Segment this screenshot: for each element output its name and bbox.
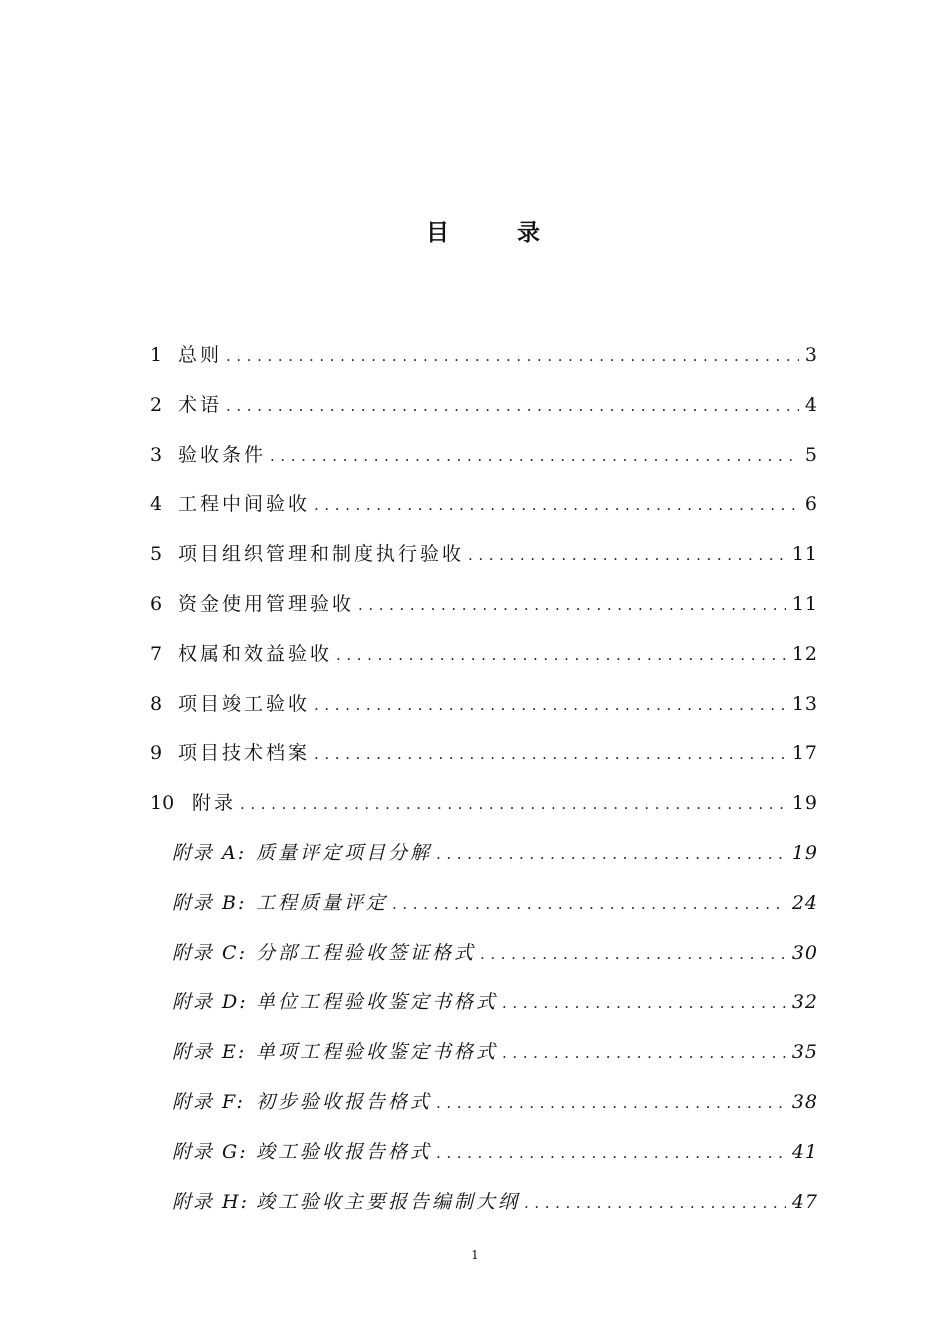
appendix-code: 附录 E: — [172, 1041, 247, 1064]
appendix-label: 竣工验收报告格式 — [256, 1140, 433, 1163]
toc-entry-label: 项目技术档案 — [178, 742, 311, 765]
toc-entry-3[interactable] — [150, 440, 818, 490]
toc-entry-label: 术语 — [178, 393, 223, 416]
leader-dots — [314, 696, 786, 714]
appendix-label: 单位工程验收鉴定书格式 — [256, 991, 499, 1014]
appendix-label: 初步验收报告格式 — [256, 1090, 433, 1113]
appendix-code: 附录 B: — [172, 891, 247, 914]
appendix-code: 附录 A: — [172, 841, 247, 864]
toc-entry-6[interactable] — [150, 589, 818, 639]
toc-appendix-g[interactable] — [150, 1137, 818, 1187]
appendix-page: 47 — [791, 1190, 818, 1213]
toc-entry-page: 6 — [804, 493, 818, 516]
page-title — [0, 214, 950, 247]
toc-appendix-c[interactable] — [150, 938, 818, 988]
leader-dots — [392, 895, 786, 913]
appendix-page: 19 — [791, 841, 818, 864]
toc-appendix-f[interactable] — [150, 1087, 818, 1137]
appendix-page: 32 — [791, 991, 818, 1014]
toc-entry-label: 权属和效益验收 — [178, 642, 333, 665]
toc-entry-number: 3 — [150, 443, 163, 466]
toc-entry-page: 12 — [791, 642, 818, 665]
toc-entry-page: 3 — [804, 344, 818, 366]
toc-entry-label: 项目组织管理和制度执行验收 — [178, 543, 465, 566]
leader-dots — [502, 1044, 786, 1062]
appendix-label: 单项工程验收鉴定书格式 — [256, 1041, 499, 1064]
toc-entry-1[interactable] — [150, 340, 818, 390]
appendix-label: 竣工验收主要报告编制大纲 — [256, 1190, 521, 1213]
toc-entry-number: 5 — [150, 543, 163, 566]
appendix-label: 质量评定项目分解 — [256, 841, 433, 864]
appendix-code: 附录 C: — [172, 941, 247, 964]
title-char-1: 目 — [426, 220, 449, 246]
appendix-label: 分部工程验收签证格式 — [256, 941, 477, 964]
leader-dots — [314, 496, 799, 514]
leader-dots — [436, 1144, 786, 1162]
toc-appendix-b[interactable] — [150, 888, 818, 938]
leader-dots — [480, 945, 786, 963]
leader-dots — [270, 447, 799, 465]
table-of-contents — [150, 340, 818, 1236]
toc-entry-4[interactable] — [150, 489, 818, 539]
toc-entry-number: 2 — [150, 393, 163, 416]
toc-entry-page: 13 — [791, 692, 818, 715]
toc-entry-page: 11 — [791, 592, 818, 615]
toc-entry-number: 4 — [150, 493, 163, 516]
appendix-code: 附录 G: — [172, 1140, 248, 1163]
toc-entry-7[interactable] — [150, 639, 818, 689]
appendix-code: 附录 H: — [172, 1190, 250, 1213]
toc-entry-number: 10 — [150, 792, 175, 815]
toc-entry-2[interactable] — [150, 390, 818, 440]
toc-appendix-a[interactable] — [150, 838, 818, 888]
toc-entry-number: 1 — [150, 344, 163, 366]
appendix-code: 附录 D: — [172, 991, 248, 1014]
toc-entry-page: 19 — [791, 792, 818, 815]
toc-entry-8[interactable] — [150, 689, 818, 739]
toc-entry-page: 17 — [791, 742, 818, 765]
toc-entry-label: 总则 — [178, 344, 223, 366]
toc-appendix-e[interactable] — [150, 1037, 818, 1087]
leader-dots — [524, 1194, 786, 1212]
appendix-page: 35 — [791, 1041, 818, 1064]
appendix-page: 38 — [791, 1090, 818, 1113]
toc-entry-number: 6 — [150, 592, 163, 615]
leader-dots — [468, 546, 786, 564]
title-char-2: 录 — [517, 220, 540, 246]
toc-entry-page: 5 — [804, 443, 818, 466]
appendix-page: 24 — [791, 891, 818, 914]
toc-entry-number: 7 — [150, 642, 163, 665]
toc-entry-number: 9 — [150, 742, 163, 765]
toc-entry-page: 11 — [791, 543, 818, 566]
toc-entry-9[interactable] — [150, 738, 818, 788]
toc-appendix-h[interactable] — [150, 1187, 818, 1237]
leader-dots — [358, 596, 786, 614]
toc-entry-label: 验收条件 — [178, 443, 267, 466]
leader-dots — [226, 397, 799, 415]
leader-dots — [336, 646, 786, 664]
toc-entry-5[interactable] — [150, 539, 818, 589]
leader-dots — [502, 994, 786, 1012]
page-number: 1 — [471, 1248, 479, 1262]
toc-entry-label: 附录 — [192, 792, 237, 815]
appendix-label: 工程质量评定 — [256, 891, 389, 914]
toc-entry-label: 资金使用管理验收 — [178, 592, 355, 615]
toc-entry-label: 工程中间验收 — [178, 493, 311, 516]
leader-dots — [436, 845, 786, 863]
leader-dots — [240, 795, 786, 813]
appendix-page: 30 — [791, 941, 818, 964]
toc-entry-number: 8 — [150, 692, 163, 715]
appendix-page: 41 — [791, 1140, 818, 1163]
toc-entry-label: 项目竣工验收 — [178, 692, 311, 715]
leader-dots — [226, 347, 799, 365]
leader-dots — [436, 1094, 786, 1112]
appendix-code: 附录 F: — [172, 1090, 245, 1113]
leader-dots — [314, 745, 786, 763]
toc-entry-10[interactable] — [150, 788, 818, 838]
toc-entry-page: 4 — [804, 393, 818, 416]
toc-appendix-d[interactable] — [150, 987, 818, 1037]
